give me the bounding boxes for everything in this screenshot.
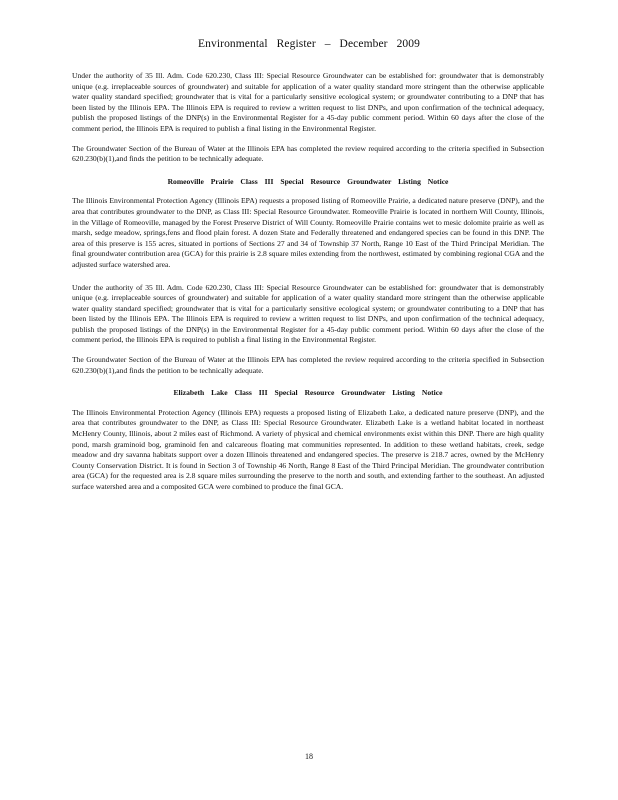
- page-number: 18: [305, 752, 313, 761]
- authority-paragraph-1: Under the authority of 35 Ill. Adm. Code 620.230, Class III: Special Resource Groundwater can be established for: groundwater that is demonstrably unique (e.g. irreplaceable sources of groundwater) and suitable for application of a water quality standard more stringent than the otherwise applicable water quality standard specified; groundwater that is vital for a particularly sensitive ecological system; or groundwater contributing to a DNP that has been listed by the Illinois EPA. The Illinois EPA is required to review a written request to list DNPs, and upon confirmation of the technical adequacy, publish the proposed listings of the DNP(s) in the Environmental Register for a 45-day public comment period. Within 60 days after the close of the comment period, the Illinois EPA is required to publish a final listing in the Environmental Register.: [72, 71, 544, 133]
- page-content: [72, 71, 544, 502]
- page-header: Environmental Register – December 2009: [198, 38, 420, 50]
- authority-paragraph-2: Under the authority of 35 Ill. Adm. Code 620.230, Class III: Special Resource Groundwater can be established for: groundwater that is demonstrably unique (e.g. irreplaceable sources of groundwater) and suitable for application of a water quality standard more stringent than the otherwise applicable water quality standard specified; groundwater that is vital for a particularly sensitive ecological system; or groundwater contributing to a DNP that has been listed by the Illinois EPA. The Illinois EPA is required to review a written request to list DNPs, and upon confirmation of the technical adequacy, publish the proposed listings of the DNP(s) in the Environmental Register for a 45-day public comment period. Within 60 days after the close of the comment period, the Illinois EPA is required to publish a final listing in the Environmental Register.: [72, 282, 544, 345]
- notice-paragraph-elizabeth-lake: The Illinois Environmental Protection Agency (Illinois EPA) requests a proposed listing of Elizabeth Lake, a dedicated nature preserve (DNP), and the area that contributes groundwater to the DNP, as Class III: Special Resource Groundwater. Elizabeth Lake is a wetland habitat located in northeast McHenry County, Illinois, about 2 miles east of Richmond. A variety of physical and chemical environments exist within this DNP. There are high quality pond, marsh graminoid bog, graminoid fen and calcareous floating mat communities represented. In addition to these wetland habitats, creek, sedge meadow and dry savanna habitats support over a dozen Illinois threatened and endangered species. The preserve is 218.7 acres, owned by the McHenry County Conservation District. It is found in Section 3 of Township 46 North, Range 8 East of the Third Principal Meridian. The groundwater contribution area (GCA) for the requested area is 2.8 square miles surrounding the preserve to the north and south, and extending farther to the southeast. An adjusted surface watershed area and a composited GCA were combined to produce the final GCA.: [72, 407, 544, 491]
- review-paragraph-2: The Groundwater Section of the Bureau of Water at the Illinois EPA has completed the review required according to the criteria specified in Subsection 620.230(b)(1),and finds the petition to be technically adequate.: [72, 355, 544, 375]
- notice-paragraph-romeoville: The Illinois Environmental Protection Agency (Illinois EPA) requests a proposed listing of Romeoville Prairie, a dedicated nature preserve (DNP), and the area that contributes groundwater to the DNP, as Class III: Special Resource Groundwater. Romeoville Prairie is located in northern Will County, Illinois, in the Village of Romeoville, managed by the Forest Preserve District of Will County. Romeoville Prairie contains wet to mesic dolomite prairie as well as marsh, sedge meadow, springs,fens and flood plain forest. A dozen State and Federally threatened and endangered species can be found in this DNP. The area of this preserve is 155 acres, situated in portions of Sections 27 and 34 of Township 37 North, Range 10 East of the Third Principal Meridian. The final groundwater contribution area (GCA) for this prairie is 2.8 square miles extending from the northwest, estimated by combining regional CGA and the adjusted surface watershed area.: [72, 196, 544, 269]
- notice-title-romeoville: Romeoville Prairie Class III Special Resource Groundwater Listing Notice: [167, 176, 449, 186]
- review-paragraph-1: The Groundwater Section of the Bureau of Water at the Illinois EPA has completed the review required according to the criteria specified in Subsection 620.230(b)(1),and finds the petition to be technically adequate.: [72, 143, 544, 164]
- notice-title-elizabeth-lake: Elizabeth Lake Class III Special Resource Groundwater Listing Notice: [173, 388, 443, 398]
